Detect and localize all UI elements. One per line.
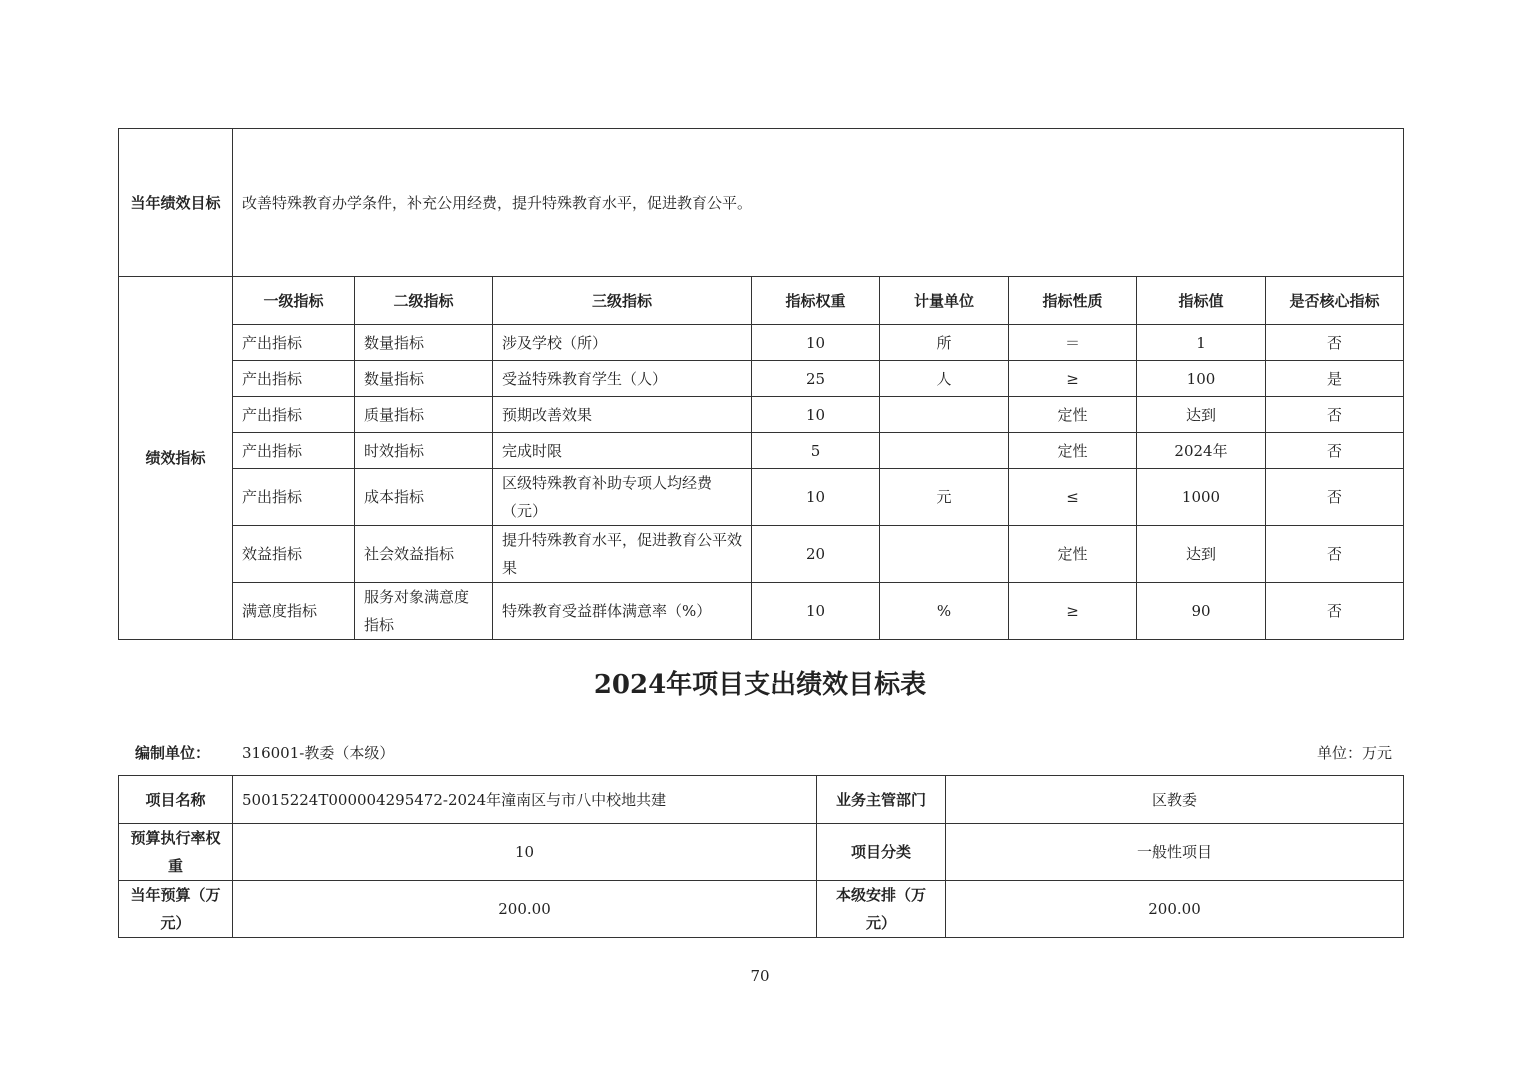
row-level3: 提升特殊教育水平，促进教育公平效果 <box>493 526 752 583</box>
org-info-row <box>135 740 1392 766</box>
row-core: 否 <box>1266 469 1404 526</box>
row-unit: 所 <box>880 325 1009 361</box>
row-level3: 涉及学校（所） <box>493 325 752 361</box>
row-value: 90 <box>1137 583 1266 640</box>
row-weight: 10 <box>752 397 880 433</box>
row-value: 1000 <box>1137 469 1266 526</box>
money-unit: 单位：万元 <box>1316 744 1392 762</box>
table-row <box>119 526 1404 583</box>
row-value: 达到 <box>1137 397 1266 433</box>
exec-rate-value: 10 <box>233 824 817 881</box>
row-weight: 25 <box>752 361 880 397</box>
header-nature: 指标性质 <box>1009 277 1137 325</box>
row-level1: 产出指标 <box>233 433 355 469</box>
project-name-value: 50015224T000004295472-2024年潼南区与市八中校地共建 <box>233 776 817 824</box>
row-core: 否 <box>1266 583 1404 640</box>
table-row <box>119 433 1404 469</box>
page-title: 2024年项目支出绩效目标表 <box>593 670 927 700</box>
table-row <box>119 361 1404 397</box>
row-level2: 时效指标 <box>355 433 493 469</box>
row-level1: 产出指标 <box>233 361 355 397</box>
header-level3: 三级指标 <box>493 277 752 325</box>
row-unit: 人 <box>880 361 1009 397</box>
row-level3: 区级特殊教育补助专项人均经费（元） <box>493 469 752 526</box>
row-unit <box>880 397 1009 433</box>
project-info-table <box>118 775 1404 938</box>
row-level1: 产出指标 <box>233 469 355 526</box>
row-unit: 元 <box>880 469 1009 526</box>
row-level2: 数量指标 <box>355 325 493 361</box>
row-core: 否 <box>1266 526 1404 583</box>
dept-label: 业务主管部门 <box>817 776 946 824</box>
table-row <box>119 397 1404 433</box>
performance-goal-text: 改善特殊教育办学条件，补充公用经费，提升特殊教育水平，促进教育公平。 <box>233 129 1404 277</box>
org-label: 编制单位： <box>135 744 211 762</box>
row-level2: 质量指标 <box>355 397 493 433</box>
row-nature: ＝ <box>1009 325 1137 361</box>
row-level3: 特殊教育受益群体满意率（%） <box>493 583 752 640</box>
row-value: 100 <box>1137 361 1266 397</box>
row-weight: 5 <box>752 433 880 469</box>
row-value: 达到 <box>1137 526 1266 583</box>
header-level2: 二级指标 <box>355 277 493 325</box>
category-value: 一般性项目 <box>946 824 1404 881</box>
row-core: 否 <box>1266 325 1404 361</box>
row-level2: 服务对象满意度指标 <box>355 583 493 640</box>
row-unit <box>880 433 1009 469</box>
row-weight: 10 <box>752 325 880 361</box>
row-level3: 受益特殊教育学生（人） <box>493 361 752 397</box>
dept-value: 区教委 <box>946 776 1404 824</box>
category-label: 项目分类 <box>817 824 946 881</box>
row-level1: 产出指标 <box>233 397 355 433</box>
row-weight: 10 <box>752 469 880 526</box>
page-number: 70 <box>750 967 770 985</box>
row-level2: 社会效益指标 <box>355 526 493 583</box>
indicators-label: 绩效指标 <box>119 277 233 640</box>
row-level2: 成本指标 <box>355 469 493 526</box>
row-value: 2024年 <box>1137 433 1266 469</box>
row-core: 否 <box>1266 397 1404 433</box>
row-core: 否 <box>1266 433 1404 469</box>
row-unit: % <box>880 583 1009 640</box>
budget-label: 当年预算（万元） <box>119 881 233 938</box>
exec-rate-label: 预算执行率权重 <box>119 824 233 881</box>
level-arrangement-value: 200.00 <box>946 881 1404 938</box>
row-level1: 产出指标 <box>233 325 355 361</box>
header-unit: 计量单位 <box>880 277 1009 325</box>
row-weight: 10 <box>752 583 880 640</box>
row-level2: 数量指标 <box>355 361 493 397</box>
row-weight: 20 <box>752 526 880 583</box>
row-unit <box>880 526 1009 583</box>
performance-goal-label: 当年绩效目标 <box>119 129 233 277</box>
performance-indicator-table <box>118 128 1404 640</box>
header-weight: 指标权重 <box>752 277 880 325</box>
header-level1: 一级指标 <box>233 277 355 325</box>
row-level1: 满意度指标 <box>233 583 355 640</box>
table-row <box>119 583 1404 640</box>
row-level3: 预期改善效果 <box>493 397 752 433</box>
org-value: 316001-教委（本级） <box>242 744 395 762</box>
project-name-label: 项目名称 <box>119 776 233 824</box>
budget-value: 200.00 <box>233 881 817 938</box>
row-level1: 效益指标 <box>233 526 355 583</box>
table-row <box>119 325 1404 361</box>
row-nature: ≥ <box>1009 583 1137 640</box>
row-core: 是 <box>1266 361 1404 397</box>
row-nature: 定性 <box>1009 397 1137 433</box>
level-arrangement-label: 本级安排（万元） <box>817 881 946 938</box>
header-core: 是否核心指标 <box>1266 277 1404 325</box>
header-value: 指标值 <box>1137 277 1266 325</box>
row-level3: 完成时限 <box>493 433 752 469</box>
row-nature: ≤ <box>1009 469 1137 526</box>
row-nature: 定性 <box>1009 433 1137 469</box>
row-nature: ≥ <box>1009 361 1137 397</box>
table-row <box>119 469 1404 526</box>
row-value: 1 <box>1137 325 1266 361</box>
row-nature: 定性 <box>1009 526 1137 583</box>
